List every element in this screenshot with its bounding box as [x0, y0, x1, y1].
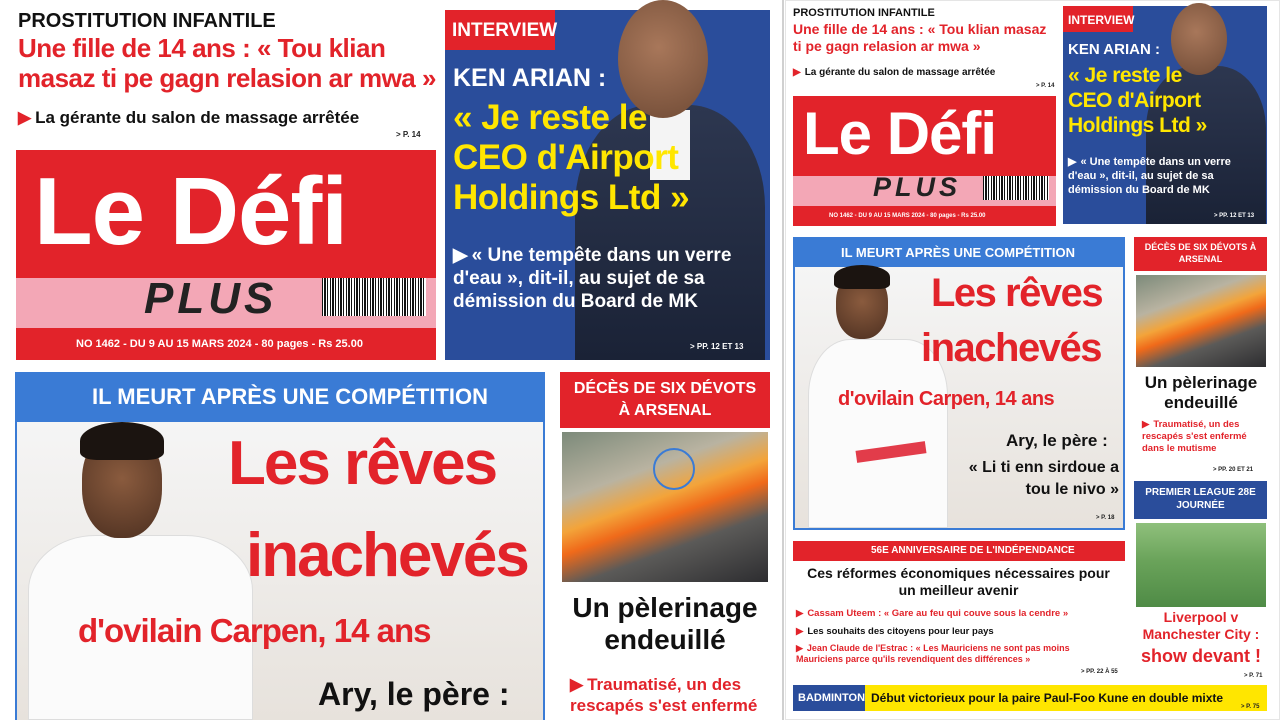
logo-title: Le Défi: [803, 100, 997, 167]
main-headline-1: Les rêves: [931, 271, 1103, 315]
interview-kicker: INTERVIEW: [1068, 13, 1135, 27]
main-headline-2: inachevés: [921, 326, 1101, 370]
panel-divider: [782, 0, 784, 720]
arrow-icon: ▶: [796, 626, 804, 637]
football-headline-2: show devant !: [1140, 646, 1261, 666]
independence-item-text: Cassam Uteem : « Gare au feu qui couve sous la cendre »: [807, 608, 1069, 619]
prostitution-sub-text: La gérante du salon de massage arrêtée: [35, 108, 360, 127]
independence-item-2: [796, 626, 1121, 638]
prostitution-sub-text: La gérante du salon de massage arrêtée: [804, 67, 996, 78]
prostitution-sub: [18, 108, 359, 128]
boy-photo-hair: [834, 265, 890, 289]
independence-headline: Ces réformes économiques nécessaires pour un meilleur avenir: [807, 565, 1110, 598]
prostitution-headline: Une fille de 14 ans : « Tou klian masaz ti pe gagn relasion ar mwa »: [793, 21, 1047, 54]
badminton-label: BADMINTON: [798, 692, 866, 704]
football-kicker: PREMIER LEAGUE 28E JOURNÉE: [1145, 487, 1256, 511]
side-kicker: DÉCÈS DE SIX DÉVOTS À ARSENAL: [573, 380, 757, 419]
independence-kicker: 56E ANNIVERSAIRE DE L'INDÉPENDANCE: [871, 545, 1075, 556]
logo-meta: [793, 206, 1056, 226]
logo: [16, 150, 436, 360]
arrow-icon: ▶: [18, 108, 32, 127]
side-sub-text: Traumatisé, un des rescapés s'est enfermé: [570, 675, 758, 715]
page-ref: > PP. 20 ET 21: [1213, 467, 1254, 473]
prostitution-kicker: PROSTITUTION INFANTILE: [18, 10, 276, 32]
main-sub: d'ovilain Carpen, 14 ans: [838, 388, 1055, 410]
arrow-icon: ▶: [796, 643, 803, 653]
interview-sub: [453, 244, 753, 313]
independence-item-1: [796, 608, 1121, 620]
side-headline: Un pèlerinage endeuillé: [572, 592, 758, 655]
side-sub: [570, 674, 765, 716]
prostitution-headline: Une fille de 14 ans : « Tou klian masaz ti pe gagn relasion ar mwa »: [18, 33, 436, 93]
arrow-icon: ▶: [796, 608, 804, 619]
logo-title: Le Défi: [34, 158, 348, 265]
page-ref: > P. 18: [1096, 515, 1115, 521]
issue-info: NO 1462 - DU 9 AU 15 MARS 2024 - 80 pages - Rs 25.00: [76, 338, 363, 350]
independence-item-text: Jean Claude de l'Estrac : « Les Mauriciens ne sont pas moins Mauriciens parce qu'ils revendiquent des différences »: [796, 643, 1070, 664]
independence-item-text: Les souhaits des citoyens pour leur pays: [807, 626, 994, 637]
page-ref: > P. 71: [1244, 673, 1263, 679]
interview-sub-text: « Une tempête dans un verre d'eau », dit-il, au sujet de sa démission du Board de MK: [453, 245, 732, 312]
interview-sub-text: « Une tempête dans un verre d'eau », dit-il, au sujet de sa démission du Board de MK: [1068, 156, 1231, 196]
main-sub: d'ovilain Carpen, 14 ans: [78, 612, 431, 649]
page-ref: > PP. 12 ET 13: [690, 342, 744, 351]
page-ref: > P. 14: [1036, 83, 1055, 89]
interview-quote: « Je reste le CEO d'Airport Holdings Ltd »: [1068, 64, 1207, 137]
right-cover-panel: [785, 0, 1280, 720]
page-ref: > PP. 22 À 55: [1081, 669, 1118, 675]
prostitution-sub: [793, 67, 995, 78]
arrow-icon: ▶: [570, 675, 584, 694]
main-quote-name: Ary, le père :: [318, 676, 510, 712]
main-kicker: IL MEURT APRÈS UNE COMPÉTITION: [841, 245, 1076, 260]
main-headline-1: Les rêves: [228, 429, 497, 498]
interview-sub: [1068, 155, 1260, 197]
interview-quote: « Je reste le CEO d'Airport Holdings Ltd »: [453, 98, 690, 217]
side-sub: [1142, 419, 1264, 455]
barcode: [983, 176, 1049, 200]
arrow-icon: ▶: [1068, 156, 1077, 168]
side-sub-text: Traumatisé, un des rescapés s'est enfermé dans le mutisme: [1142, 419, 1247, 454]
prostitution-kicker: PROSTITUTION INFANTILE: [793, 7, 935, 19]
logo: [793, 96, 1056, 226]
badminton-text: Début victorieux pour la paire Paul-Foo Kune en double mixte: [871, 691, 1224, 705]
football-headline: Liverpool v Manchester City :: [1142, 609, 1260, 642]
barcode: [322, 278, 426, 316]
interview-name: KEN ARIAN :: [1068, 41, 1160, 58]
main-quote-name: Ary, le père :: [1006, 431, 1108, 450]
logo-plus: PLUS: [873, 172, 962, 202]
boy-photo-hair: [80, 422, 164, 460]
page-ref: > P. 14: [396, 130, 421, 139]
side-headline: Un pèlerinage endeuillé: [1144, 373, 1258, 412]
arrow-icon: ▶: [1142, 419, 1150, 430]
main-quote: « Li ti enn sirdoue a tou le nivo »: [968, 459, 1119, 498]
fire-photo-circle: [653, 448, 695, 490]
fire-photo: [1136, 275, 1266, 367]
arrow-icon: ▶: [453, 245, 468, 266]
interview-name: KEN ARIAN :: [453, 64, 607, 92]
logo-meta: [16, 328, 436, 360]
issue-info: NO 1462 - DU 9 AU 15 MARS 2024 - 80 pages - Rs 25.00: [829, 213, 986, 219]
page-ref: > P. 75: [1241, 704, 1260, 710]
arrow-icon: ▶: [793, 67, 801, 78]
side-kicker: DÉCÈS DE SIX DÉVOTS À ARSENAL: [1144, 242, 1257, 264]
interview-kicker: INTERVIEW: [452, 20, 558, 41]
independence-item-3: [796, 643, 1116, 665]
football-photo: [1136, 523, 1266, 607]
page-ref: > PP. 12 ET 13: [1214, 213, 1255, 219]
logo-plus: PLUS: [144, 274, 278, 323]
main-headline-2: inachevés: [246, 521, 528, 590]
main-kicker: IL MEURT APRÈS UNE COMPÉTITION: [92, 384, 489, 409]
